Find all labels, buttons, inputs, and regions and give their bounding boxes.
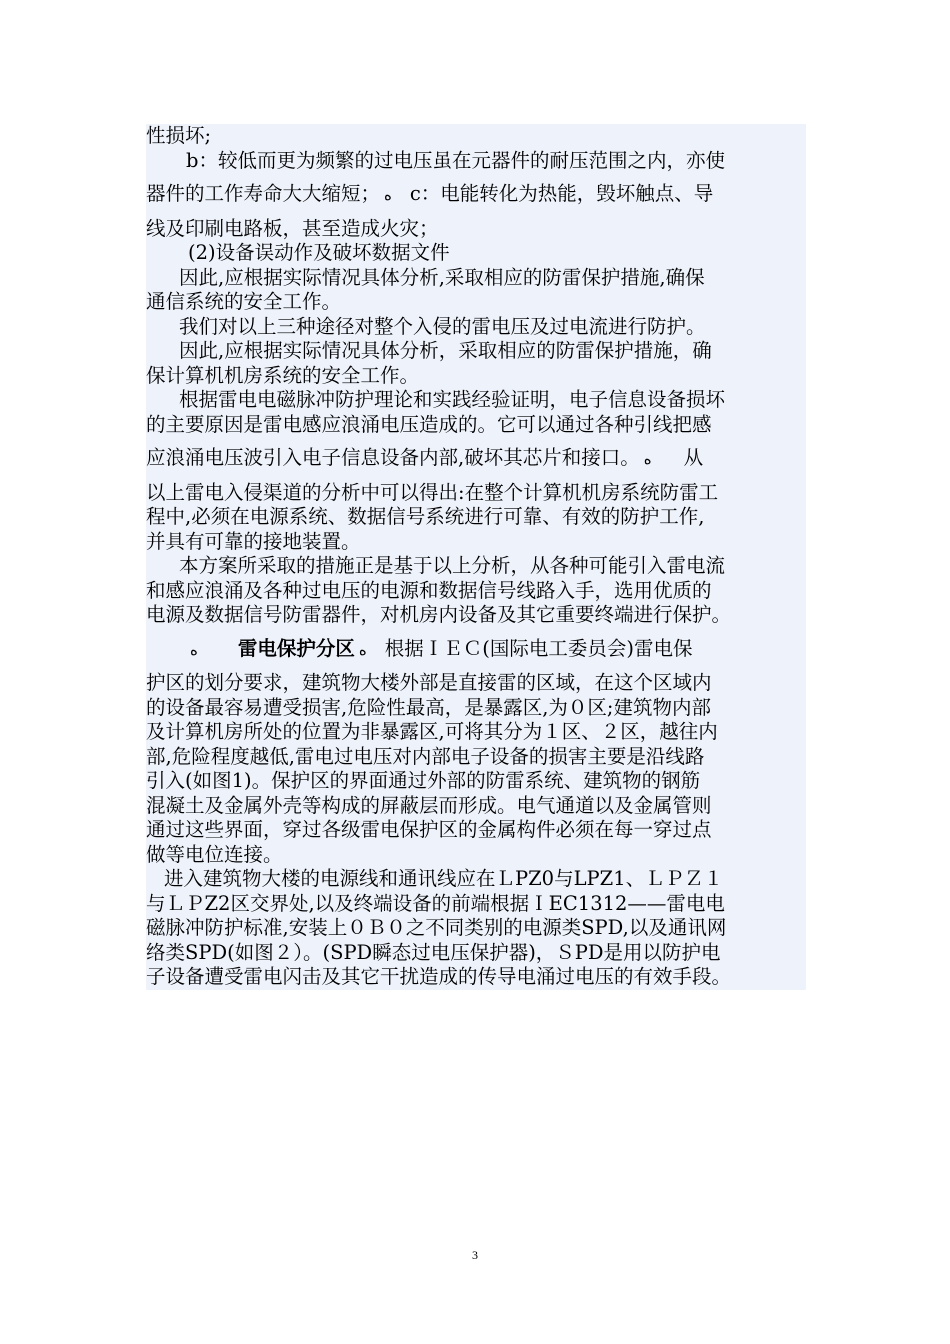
text-line: 因此,应根据实际情况具体分析，采取相应的防雷保护措施，确 (179, 339, 712, 362)
text-line (146, 446, 806, 472)
text-line (146, 182, 806, 208)
text-line: 通过这些界面，穿过各级雷电保护区的金属构件必须在每一穿过点 (146, 818, 712, 841)
section-mark-icon: ﻩ (384, 186, 392, 204)
text-line: 部,危险程度越低,雷电过电压对内部电子设备的损害主要是沿线路 (146, 744, 705, 768)
text-line: b：较低而更为频繁的过电压虽在元器件的耐压范围之内，亦使 (186, 148, 725, 172)
text-line: 磁脉冲防护标准,安装上０Ｂ０之不同类别的电源类SPD,以及通讯网 (146, 916, 727, 939)
text-line: 及计算机房所处的位置为非暴露区,可将其分为１区、２区，越往内 (146, 720, 718, 743)
text-line: 因此,应根据实际情况具体分析,采取相应的防雷保护措施,确保 (179, 265, 705, 289)
text-line: 与ＬＰZ2区交界处,以及终端设备的前端根据ＩEC1312——雷电电 (146, 891, 725, 915)
text-span: 应浪涌电压波引入电子信息设备内部,破坏其芯片和接口。 (146, 446, 640, 469)
text-span: 器件的工作寿命大大缩短； (146, 182, 381, 205)
text-line: 护区的划分要求，建筑物大楼外部是直接雷的区域，在这个区域内 (146, 671, 712, 694)
text-line: 的设备最容易遭受损害,危险性最高，是暴露区,为０区;建筑物内部 (146, 695, 711, 719)
text-line: 性损坏; (146, 124, 212, 147)
text-line: 络类SPD(如图２）。(SPD瞬态过电压保护器)，ＳPD是用以防护电 (146, 940, 721, 964)
section-mark-icon: ﻩ (643, 450, 652, 468)
text-line: 线及印刷电路板，甚至造成火灾； (146, 216, 439, 240)
text-line: 我们对以上三种途径对整个入侵的雷电压及过电流进行防护。 (179, 314, 706, 338)
text-line: 根据雷电电磁脉冲防护理论和实践经验证明，电子信息设备损坏 (179, 388, 726, 411)
text-span: 从 (683, 446, 704, 469)
text-line: 电源及数据信号防雷器件，对机房内设备及其它重要终端进行保护。 (146, 603, 732, 626)
text-line: 做等电位连接。 (146, 842, 283, 866)
text-line: 保计算机机房系统的安全工作。 (146, 363, 420, 387)
section-heading: 雷电保护分区 (237, 636, 355, 660)
text-span: c：电能转化为热能，毁坏触点、导 (409, 182, 714, 205)
text-line: 并具有可靠的接地装置。 (146, 529, 361, 553)
text-line: 本方案所采取的措施正是基于以上分析，从各种可能引入雷电流 (179, 554, 726, 577)
text-span: 根据ＩＥＣ(国际电工委员会)雷电保 (384, 636, 693, 660)
text-line: 子设备遭受雷电闪击及其它干扰造成的传导电涌过电压的有效手段。 (146, 965, 732, 988)
text-line: 进入建筑物大楼的电源线和通讯线应在ＬPZ0与LPZ1、ＬＰＺ１ (164, 867, 724, 890)
section-mark-icon: ﻩ (358, 640, 367, 659)
document-body (146, 124, 806, 990)
text-line: (2)设备误动作及破坏数据文件 (188, 241, 450, 264)
text-line: 以上雷电入侵渠道的分析中可以得出:在整个计算机机房系统防雷工 (146, 480, 719, 504)
text-line: 和感应浪涌及各种过电压的电源和数据信号线路入手，选用优质的 (146, 578, 712, 602)
text-line: 引入(如图1)。保护区的界面通过外部的防雷系统、建筑物的钢筋 (146, 769, 701, 792)
section-mark-icon: ﻩ (190, 640, 198, 659)
text-line: 通信系统的安全工作。 (146, 290, 342, 313)
page-number: 3 (472, 1248, 478, 1262)
text-line: 混凝土及金属外壳等构成的屏蔽层而形成。电气通道以及金属管则 (146, 793, 712, 817)
text-line: 的主要原因是雷电感应浪涌电压造成的。它可以通过各种引线把感 (146, 412, 712, 436)
section-heading-line (146, 637, 806, 663)
text-line: 程中,必须在电源系统、数据信号系统进行可靠、有效的防护工作, (146, 505, 705, 528)
